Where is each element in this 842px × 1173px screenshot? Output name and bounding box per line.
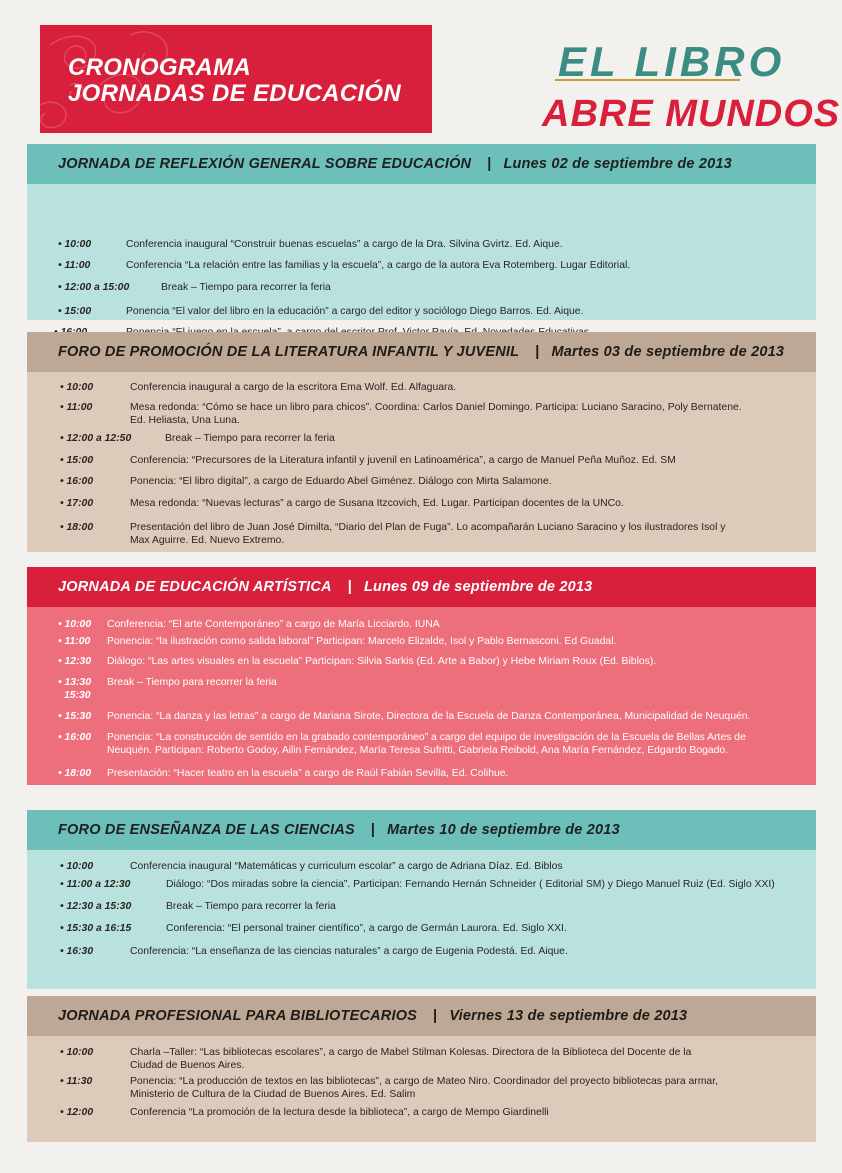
item-description xyxy=(107,767,508,780)
header-separator: | xyxy=(370,822,376,838)
item-time-end: 15:30 xyxy=(64,690,91,701)
item-description xyxy=(166,900,336,913)
item-description xyxy=(166,878,775,891)
section-header xyxy=(27,996,816,1036)
section-date: Martes 03 de septiembre de 2013 xyxy=(551,344,785,360)
description-line: Conferencia inaugural a cargo de la escritora Ema Wolf. Ed. Alfaguara. xyxy=(130,382,457,393)
item-description xyxy=(130,381,456,394)
description-line: Ciudad de Buenos Aires. xyxy=(130,1060,245,1071)
section-4 xyxy=(27,810,816,989)
description-line: Break – Tiempo para recorrer la feria xyxy=(165,433,335,444)
description-line: Conferencia “La promoción de la lectura desde la biblioteca”, a cargo de Mempo Giardinelli xyxy=(130,1107,549,1118)
item-time: • 10:00 xyxy=(58,619,92,630)
item-time: • 11:00 a 12:30 xyxy=(60,879,131,890)
description-line: Break – Tiempo para recorrer la feria xyxy=(161,282,331,293)
item-description xyxy=(130,454,676,467)
section-title: JORNADA DE EDUCACIÓN ARTÍSTICA xyxy=(58,579,332,595)
item-time: • 10:00 xyxy=(60,382,94,393)
item-time: • 11:30 xyxy=(60,1076,93,1087)
section-title: JORNADA DE REFLEXIÓN GENERAL SOBRE EDUCACIÓN xyxy=(58,156,472,172)
item-description xyxy=(130,860,563,873)
item-description xyxy=(130,1046,691,1072)
section-date: Martes 10 de septiembre de 2013 xyxy=(387,822,620,838)
section-title: JORNADA PROFESIONAL PARA BIBLIOTECARIOS xyxy=(58,1008,418,1024)
description-line: Conferencia: “El personal trainer científico”, a cargo de Germán Laurora. Ed. Siglo XXI. xyxy=(166,923,567,934)
item-description xyxy=(107,618,440,631)
section-body xyxy=(27,850,816,989)
section-header xyxy=(27,567,816,607)
section-5 xyxy=(27,996,816,1142)
section-body xyxy=(27,372,816,552)
item-description xyxy=(130,945,568,958)
item-time: • 18:00 xyxy=(60,522,94,533)
item-description xyxy=(165,432,335,445)
header-separator: | xyxy=(535,344,540,360)
item-description xyxy=(130,475,552,488)
section-header xyxy=(27,332,816,372)
item-time: • 12:00 a 12:50 xyxy=(60,433,132,444)
item-description xyxy=(107,710,750,723)
title-line-1: CRONOGRAMA xyxy=(68,54,251,81)
section-date: Viernes 13 de septiembre de 2013 xyxy=(449,1008,688,1024)
item-time: • 11:00 xyxy=(58,260,91,271)
description-line: Break – Tiempo para recorrer la feria xyxy=(107,677,277,688)
description-line: Conferencia: “Precursores de la Literatura infantil y juvenil en Latinoamérica”, a cargo de Manuel Peña Muñoz. Ed. SM xyxy=(130,455,676,466)
el-libro-abre-mundos-logo xyxy=(540,28,841,138)
item-time: • 15:00 xyxy=(58,306,92,317)
description-line: Ed. Heliasta, Una Luna. xyxy=(130,415,240,426)
item-description xyxy=(161,281,331,294)
description-line: Mesa redonda: “Nuevas lecturas” a cargo de Susana Itzcovich, Ed. Lugar. Participan docentes de la UNCo. xyxy=(130,498,624,509)
item-time: • 15:30 xyxy=(58,711,92,722)
item-description xyxy=(166,922,567,935)
description-line: Ponencia: “la ilustración como salida laboral” Participan: Marcelo Elizalde, Isol y Pablo Bernasconi. Ed Guadal. xyxy=(107,636,617,647)
item-time: • 12:30 xyxy=(58,656,92,667)
item-description xyxy=(130,1075,718,1101)
item-time: • 11:00 xyxy=(58,636,91,647)
description-line: Ponencia “El valor del libro en la educación” a cargo del editor y sociólogo Diego Barros. Ed. Aique. xyxy=(126,306,584,317)
item-description xyxy=(126,305,583,318)
item-time: • 16:00 xyxy=(60,476,94,487)
header-separator: | xyxy=(347,579,352,595)
section-title: FORO DE PROMOCIÓN DE LA LITERATURA INFANTIL Y JUVENIL xyxy=(58,344,520,360)
section-body xyxy=(27,1036,816,1142)
item-description xyxy=(130,401,742,427)
section-2 xyxy=(27,332,816,552)
section-date: Lunes 09 de septiembre de 2013 xyxy=(364,579,593,595)
item-time: • 11:00 xyxy=(60,402,93,413)
description-line: Ponencia: “El libro digital”, a cargo de Eduardo Abel Giménez. Diálogo con Mirta Salamone. xyxy=(130,476,552,487)
item-description xyxy=(126,259,630,272)
description-line: Ponencia: “La construcción de sentido en la grabado contemporáneo” a cargo del equipo de investigación de la Escuela de Bellas Artes de xyxy=(107,732,746,743)
description-line: Ponencia: “La danza y las letras” a cargo de Mariana Sirote, Directora de la Escuela de Danza Contemporánea, Municipalidad de Neuquén. xyxy=(107,711,751,722)
item-time: • 16:00 xyxy=(58,732,92,743)
section-3 xyxy=(27,567,816,785)
description-line: Ponencia: “La producción de textos en las bibliotecas”, a cargo de Mateo Niro. Coordinador del proyecto bibliotecas para armar, xyxy=(130,1076,718,1087)
description-line: Diálogo: “Dos miradas sobre la ciencia”. Participan: Fernando Hernán Schneider ( Editorial SM) y Diego Manuel Ruiz (Ed. Siglo XXI) xyxy=(166,879,775,890)
item-description xyxy=(130,497,624,510)
item-time: • 13:30 xyxy=(58,677,92,688)
description-line: Diálogo: “Las artes visuales en la escuela” Participan: Silvia Sarkis (Ed. Arte a Babor) y Hebe Miriam Roux (Ed. Biblos). xyxy=(107,656,657,667)
item-time: • 10:00 xyxy=(60,861,94,872)
description-line: Conferencia inaugural “Construir buenas escuelas” a cargo de la Dra. Silvina Gvirtz. Ed. Aique. xyxy=(126,239,563,250)
item-description xyxy=(126,238,563,251)
logo-el: EL LIBRO xyxy=(558,38,786,85)
description-line: Charla –Taller: “Las bibliotecas escolares”, a cargo de Mabel Stilman Kolesas. Directora de la Biblioteca del Docente de la xyxy=(130,1047,692,1058)
item-time: • 15:00 xyxy=(60,455,94,466)
item-time: • 15:30 a 16:15 xyxy=(60,923,132,934)
section-body xyxy=(27,184,816,320)
item-time: • 17:00 xyxy=(60,498,94,509)
description-line: Presentación: “Hacer teatro en la escuela” a cargo de Raúl Fabián Sevilla, Ed. Colihue. xyxy=(107,768,509,779)
item-time: • 18:00 xyxy=(58,768,92,779)
title-line-2: JORNADAS DE EDUCACIÓN xyxy=(68,80,401,107)
title-banner xyxy=(40,25,432,133)
item-time: • 12:00 xyxy=(60,1107,94,1118)
section-header xyxy=(27,810,816,850)
item-description xyxy=(107,676,277,689)
section-title: FORO DE ENSEÑANZA DE LAS CIENCIAS xyxy=(58,822,355,838)
item-description xyxy=(107,731,746,757)
description-line: Ministerio de Cultura de la Ciudad de Buenos Aires. Ed. Salim xyxy=(130,1089,416,1100)
header-separator: | xyxy=(433,1008,438,1024)
section-header xyxy=(27,144,816,184)
item-time: • 10:00 xyxy=(60,1047,94,1058)
section-date: Lunes 02 de septiembre de 2013 xyxy=(503,156,732,172)
item-time: • 12:00 a 15:00 xyxy=(58,282,130,293)
description-line: Mesa redonda: “Cómo se hace un libro para chicos”. Coordina: Carlos Daniel Domingo. Participa: Luciano Saracino, Poly Bernatene. xyxy=(130,402,742,413)
item-time: • 10:00 xyxy=(58,239,92,250)
description-line: Conferencia: “La enseñanza de las ciencias naturales” a cargo de Eugenia Podestá. Ed. Aique. xyxy=(130,946,568,957)
item-description xyxy=(130,521,725,547)
item-time: • 12:30 a 15:30 xyxy=(60,901,132,912)
item-description xyxy=(107,655,656,668)
header-separator: | xyxy=(487,156,492,172)
description-line: Presentación del libro de Juan José Dimilta, “Diario del Plan de Fuga”. Lo acompañarán Luciano Saracino y los ilustradores Isol y xyxy=(130,522,726,533)
description-line: Break – Tiempo para recorrer la feria xyxy=(166,901,336,912)
description-line: Max Aguirre. Ed. Nuevo Extremo. xyxy=(130,535,285,546)
item-time: • 16:30 xyxy=(60,946,94,957)
logo-abre-mundos: ABRE MUNDOS xyxy=(542,93,841,135)
item-description xyxy=(107,635,616,648)
section-1 xyxy=(27,144,816,320)
description-line: Conferencia: “El arte Contemporáneo” a cargo de María Licciardo. IUNA xyxy=(107,619,440,630)
description-line: Conferencia “La relación entre las familias y la escuela”, a cargo de la autora Eva Rotemberg. Lugar Editorial. xyxy=(126,260,631,271)
description-line: Neuquén. Participan: Roberto Godoy, Ailin Fernández, María Teresa Sufritti, Gabriela Reibold, Ana María Fernández, Edgardo Bogado. xyxy=(107,745,729,756)
section-body xyxy=(27,607,816,785)
item-description xyxy=(130,1106,549,1119)
description-line: Conferencia inaugural “Matemáticas y curriculum escolar” a cargo de Adriana Díaz. Ed. Biblos xyxy=(130,861,563,872)
